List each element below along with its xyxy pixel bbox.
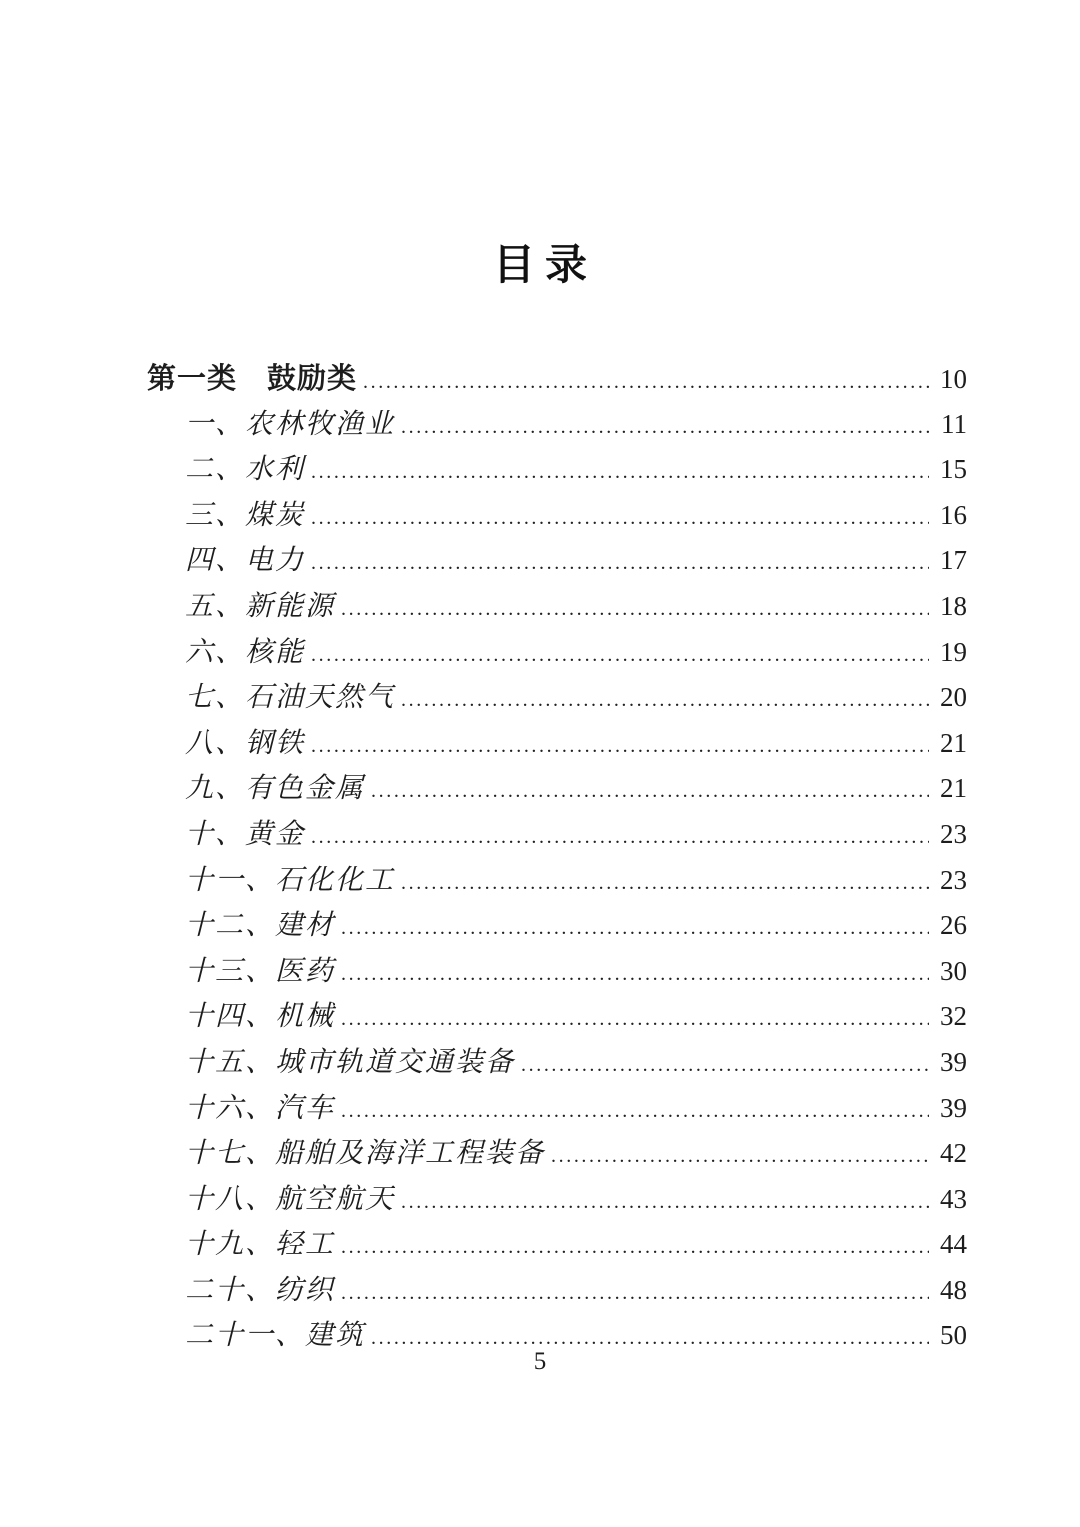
toc-entry-page-number: 20 [940,682,967,713]
toc-entry [147,1268,967,1314]
toc-entry [147,1222,967,1268]
toc-entry-page-number: 21 [940,773,967,804]
dot-leader [311,826,929,849]
toc-entry-label: 十五、城市轨道交通装备 [185,1046,516,1078]
dot-leader [363,371,929,394]
toc-entry-label: 十七、船舶及海洋工程装备 [185,1138,546,1170]
footer-page-number: 5 [533,1348,547,1375]
toc-entry-page-number: 23 [940,818,967,849]
toc-entry [147,949,967,995]
toc-entry-label: 九、有色金属 [185,773,366,805]
dot-leader [311,461,929,484]
toc-entry-page-number: 23 [940,864,967,895]
toc-entry [147,356,967,402]
toc-entry-page-number: 18 [940,590,967,621]
toc-entry-page-number: 48 [940,1274,967,1305]
toc-entry-page-number: 30 [940,955,967,986]
toc-entry [147,858,967,904]
toc-entry-label: 十四、机械 [185,1001,336,1033]
toc-entry-label: 八、钢铁 [185,727,306,759]
toc-entry-label: 十三、医药 [185,955,336,987]
toc-entry-label: 十一、石化化工 [185,864,396,896]
toc-entry [147,538,967,584]
dot-leader [521,1054,929,1077]
toc-entry-label: 一、农林牧渔业 [185,408,396,440]
toc-entry-page-number: 43 [940,1183,967,1214]
toc-entry-label: 六、核能 [185,636,306,668]
toc-entry [147,1131,967,1177]
toc-entry [147,584,967,630]
toc-entry-page-number: 39 [940,1092,967,1123]
toc-entry [147,675,967,721]
toc-entry [147,1040,967,1086]
dot-leader [341,917,929,940]
toc-entry-page-number: 32 [940,1001,967,1032]
dot-leader [311,507,929,530]
toc-entry [147,493,967,539]
toc-entry [147,447,967,493]
toc-entry-label: 三、煤炭 [185,499,306,531]
dot-leader [401,872,929,895]
dot-leader [401,416,929,439]
toc-entry-page-number: 16 [940,499,967,530]
page-title: 目录 [492,243,597,289]
toc-entry [147,994,967,1040]
toc-entry-label: 十六、汽车 [185,1092,336,1124]
dot-leader [341,1282,929,1305]
toc-entry-page-number: 44 [940,1229,967,1260]
toc-entry-label: 第一类 鼓励类 [147,363,358,395]
dot-leader [341,1236,929,1259]
dot-leader [551,1145,929,1168]
toc-entry-label: 二十、纺织 [185,1274,336,1306]
dot-leader [311,735,929,758]
toc-entry-page-number: 19 [940,636,967,667]
dot-leader [341,598,929,621]
toc-entry-label: 十、黄金 [185,818,306,850]
toc-entry [147,766,967,812]
toc-entry [147,1086,967,1132]
toc-entry-label: 十九、轻工 [185,1229,336,1261]
toc-entry [147,630,967,676]
toc-entry-page-number: 11 [941,408,967,439]
toc-entry-label: 四、电力 [185,545,306,577]
toc-entry-page-number: 17 [940,545,967,576]
toc-entry-label: 二十一、建筑 [185,1320,366,1352]
toc-entry [147,721,967,767]
toc-entry-page-number: 42 [940,1138,967,1169]
toc-entry [147,812,967,858]
toc-entry [147,1177,967,1223]
toc-entry-label: 十八、航空航天 [185,1183,396,1215]
toc-entry-page-number: 21 [940,727,967,758]
dot-leader [341,963,929,986]
toc-entry-label: 二、水利 [185,454,306,486]
toc-entry-page-number: 50 [940,1320,967,1351]
table-of-contents [147,356,967,1359]
dot-leader [341,1100,929,1123]
toc-entry-label: 十二、建材 [185,910,336,942]
dot-leader [401,1191,929,1214]
toc-entry-page-number: 10 [940,364,967,394]
dot-leader [341,1008,929,1031]
toc-entry-page-number: 15 [940,454,967,485]
toc-entry-label: 五、新能源 [185,590,336,622]
toc-entry-page-number: 39 [940,1046,967,1077]
toc-entry [147,903,967,949]
dot-leader [371,780,929,803]
dot-leader [401,689,929,712]
toc-entry [147,402,967,448]
toc-entry-label: 七、石油天然气 [185,682,396,714]
dot-leader [311,552,929,575]
toc-entry-page-number: 26 [940,910,967,941]
dot-leader [311,644,929,667]
